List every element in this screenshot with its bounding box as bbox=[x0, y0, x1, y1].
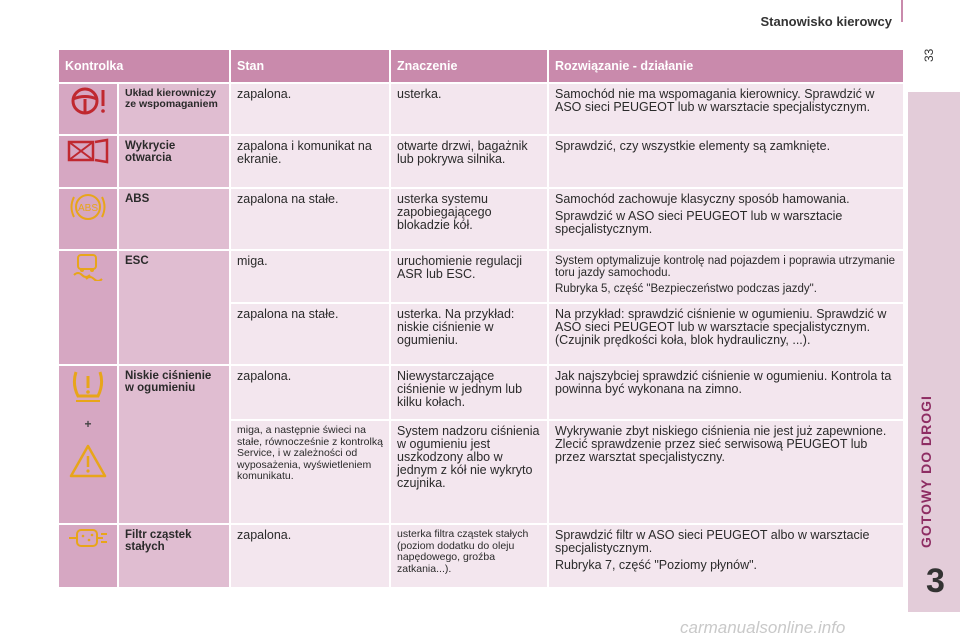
state-cell: zapalona na stałe. bbox=[230, 188, 390, 250]
header-rule bbox=[0, 0, 960, 40]
table-row bbox=[58, 365, 904, 420]
warning-lights-table bbox=[57, 48, 905, 589]
solution-text: Na przykład: sprawdzić ciśnienie w ogumieniu. Sprawdzić w ASO sieci PEUGEOT lub w warsztacie specjalistycznym. (Czujnik prędkości koła, blok hydrauliczny, ...). bbox=[555, 307, 887, 347]
solution-cell bbox=[548, 83, 904, 135]
solution-text: Sprawdzić, czy wszystkie elementy są zamknięte. bbox=[555, 139, 831, 153]
header-kontrolka: Kontrolka bbox=[58, 49, 230, 83]
abs-icon bbox=[65, 189, 111, 225]
icon-cell bbox=[58, 524, 118, 588]
icon-cell bbox=[58, 83, 118, 135]
watermark: carmanualsonline.info bbox=[680, 618, 846, 637]
header-znaczenie: Znaczenie bbox=[390, 49, 548, 83]
table-row bbox=[58, 250, 904, 303]
state-cell: miga, a następnie świeci na stałe, równocześnie z kontrolką Service, i w zależności od wyposażenia, wyświetleniem komunikatu. bbox=[230, 420, 390, 524]
meaning-cell: usterka. bbox=[390, 83, 548, 135]
solution-cell bbox=[548, 303, 904, 365]
state-cell: zapalona i komunikat na ekranie. bbox=[230, 135, 390, 188]
meaning-cell: uruchomienie regulacji ASR lub ESC. bbox=[390, 250, 548, 303]
chapter-title: GOTOWY DO DROGI bbox=[918, 395, 934, 548]
row-label: ABS bbox=[118, 188, 230, 250]
row-label: Filtr cząstek stałych bbox=[118, 524, 230, 588]
solution-cell bbox=[548, 524, 904, 588]
table-row bbox=[58, 188, 904, 250]
open-door-icon bbox=[65, 136, 111, 166]
solution-text: Rubryka 7, część "Poziomy płynów". bbox=[555, 558, 758, 572]
solution-cell bbox=[548, 135, 904, 188]
table-row bbox=[58, 83, 904, 135]
solution-text: Jak najszybciej sprawdzić ciśnienie w ogumieniu. Kontrola ta powinna być wykonana na zimno. bbox=[555, 369, 892, 396]
solution-cell bbox=[548, 365, 904, 420]
steering-warning-icon bbox=[65, 84, 111, 118]
plus-sign: + bbox=[84, 417, 92, 431]
icon-cell bbox=[58, 250, 118, 365]
tyre-pressure-icon bbox=[68, 366, 108, 406]
icon-cell bbox=[58, 365, 118, 524]
header-stan: Stan bbox=[230, 49, 390, 83]
row-label: Wykrycie otwarcia bbox=[118, 135, 230, 188]
page-number: 33 bbox=[922, 48, 936, 62]
particle-filter-icon bbox=[65, 525, 111, 551]
solution-text: Samochód nie ma wspomagania kierownicy. Sprawdzić w ASO sieci PEUGEOT lub w warsztacie specjalistycznym. bbox=[555, 87, 875, 114]
table-header-row bbox=[58, 49, 904, 83]
warning-triangle-icon bbox=[68, 443, 108, 479]
row-label: ESC bbox=[118, 250, 230, 365]
meaning-cell: Niewystarczające ciśnienie w jednym lub kilku kołach. bbox=[390, 365, 548, 420]
header-rozwiazanie: Rozwiązanie - działanie bbox=[548, 49, 904, 83]
esc-icon bbox=[68, 251, 108, 281]
solution-text: Sprawdzić filtr w ASO sieci PEUGEOT albo w warsztacie specjalistycznym. bbox=[555, 528, 870, 555]
solution-text: Rubryka 5, część "Bezpieczeństwo podczas jazdy". bbox=[555, 283, 817, 295]
chapter-side-tab bbox=[908, 92, 960, 612]
icon-cell bbox=[58, 135, 118, 188]
meaning-cell: System nadzoru ciśnienia w ogumieniu jest uszkodzony albo w jednym z kół nie wykryto czujnika. bbox=[390, 420, 548, 524]
state-cell: miga. bbox=[230, 250, 390, 303]
meaning-cell: usterka filtra cząstek stałych (poziom dodatku do oleju napędowego, groźba zatkania...). bbox=[390, 524, 548, 588]
solution-text: Samochód zachowuje klasyczny sposób hamowania. bbox=[555, 192, 850, 206]
row-label: Układ kierowniczy ze wspomaganiem bbox=[118, 83, 230, 135]
table-row bbox=[58, 524, 904, 588]
meaning-cell: otwarte drzwi, bagażnik lub pokrywa silnika. bbox=[390, 135, 548, 188]
table-row bbox=[58, 135, 904, 188]
state-cell: zapalona. bbox=[230, 365, 390, 420]
solution-cell bbox=[548, 188, 904, 250]
state-cell: zapalona. bbox=[230, 524, 390, 588]
state-cell: zapalona. bbox=[230, 83, 390, 135]
row-label: Niskie ciśnienie w ogumieniu bbox=[118, 365, 230, 524]
chapter-number: 3 bbox=[926, 562, 945, 600]
icon-cell bbox=[58, 188, 118, 250]
solution-text: System optymalizuje kontrolę nad pojazdem i poprawia utrzymanie toru jazdy samochodu. bbox=[555, 255, 896, 279]
solution-text: Wykrywanie zbyt niskiego ciśnienia nie jest już zapewnione. Zlecić sprawdzenie przez sieć serwisową PEUGEOT lub przez warsztat specjalistyczny. bbox=[555, 424, 887, 464]
solution-text: Sprawdzić w ASO sieci PEUGEOT lub w warsztacie specjalistycznym. bbox=[555, 209, 843, 236]
state-cell: zapalona na stałe. bbox=[230, 303, 390, 365]
meaning-cell: usterka systemu zapobiegającego blokadzie kół. bbox=[390, 188, 548, 250]
svg-text:ABS: ABS bbox=[77, 203, 99, 214]
meaning-cell: usterka. Na przykład: niskie ciśnienie w ogumieniu. bbox=[390, 303, 548, 365]
solution-cell bbox=[548, 420, 904, 524]
solution-cell bbox=[548, 250, 904, 303]
page-header-title: Stanowisko kierowcy bbox=[760, 14, 892, 29]
